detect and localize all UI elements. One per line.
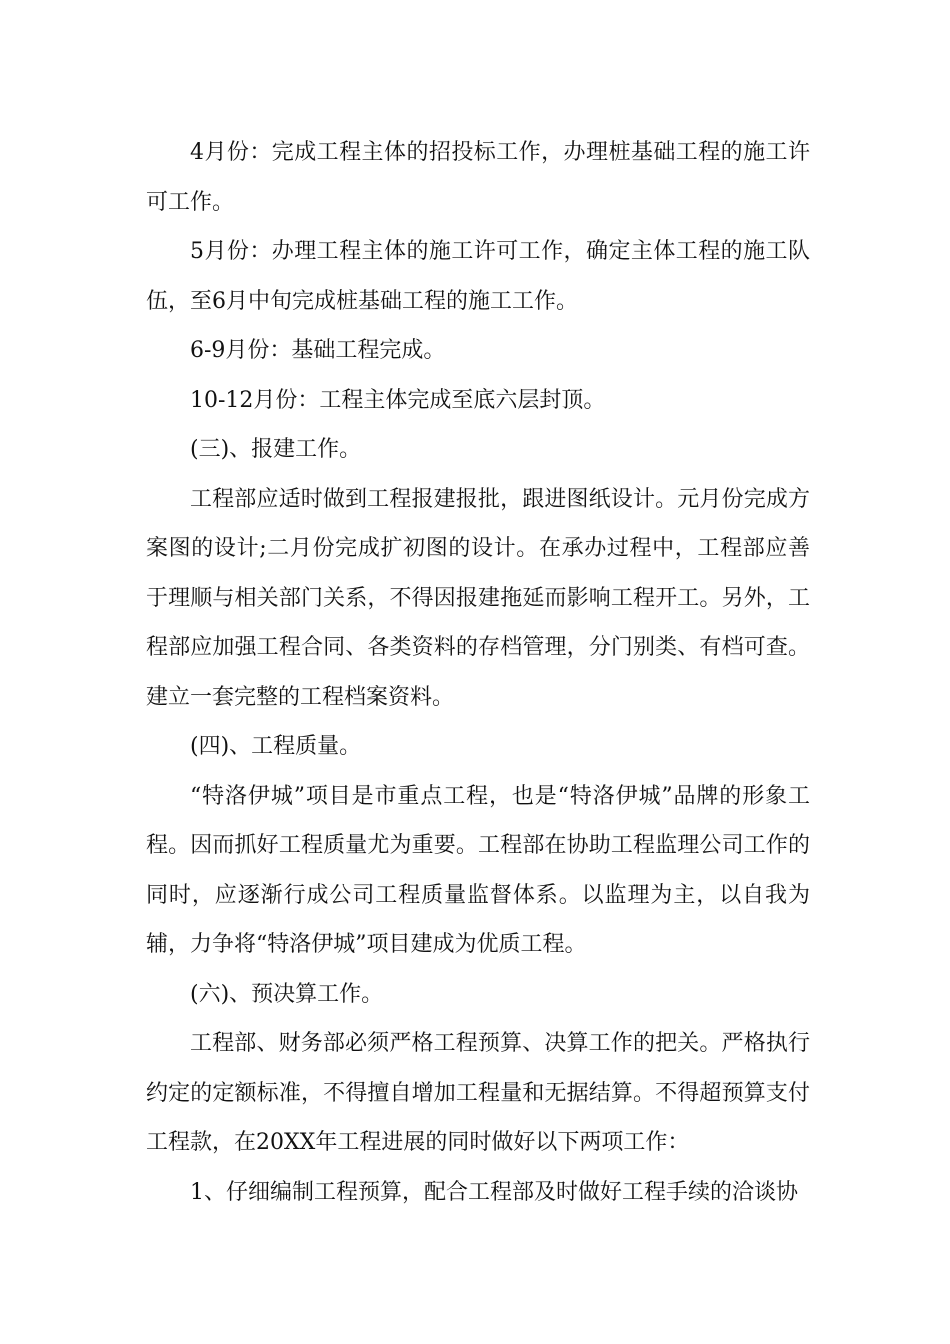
- paragraph-quality: “特洛伊城”项目是市重点工程，也是“特洛伊城”品牌的形象工程。因而抓好工程质量尤为重要。工程部在协助工程监理公司工作的同时，应逐渐行成公司工程质量监督体系。以监理为主，以自我为辅，力争将“特洛伊城”项目建成为优质工程。: [146, 783, 810, 957]
- paragraph-june-september: 6-9月份：基础工程完成。: [190, 338, 446, 363]
- paragraph-permits: 工程部应适时做到工程报建报批，跟进图纸设计。元月份完成方案图的设计;二月份完成扩初图的设计。在承办过程中，工程部应善于理顺与相关部门关系，不得因报建拖延而影响工程开工。另外，工程部应加强工程合同、各类资料的存档管理，分门别类、有档可查。建立一套完整的工程档案资料。: [146, 486, 810, 710]
- section-heading-quality: (四)、工程质量。: [190, 734, 362, 759]
- document-body: [146, 128, 810, 1217]
- paragraph-may: 5月份：办理工程主体的施工许可工作，确定主体工程的施工队伍，至6月中旬完成桩基础工程的施工工作。: [146, 239, 810, 314]
- section-heading-permits: (三)、报建工作。: [190, 437, 362, 462]
- list-item-1: 1、仔细编制工程预算，配合工程部及时做好工程手续的洽谈协: [190, 1179, 798, 1205]
- section-heading-budget: (六)、预决算工作。: [190, 981, 384, 1007]
- paragraph-april: 4月份：完成工程主体的招投标工作，办理桩基础工程的施工许可工作。: [146, 140, 810, 215]
- paragraph-budget: 工程部、财务部必须严格工程预算、决算工作的把关。严格执行约定的定额标准，不得擅自增加工程量和无据结算。不得超预算支付工程款，在20XX年工程进展的同时做好以下两项工作：: [146, 1031, 810, 1155]
- paragraph-october-december: 10-12月份：工程主体完成至底六层封顶。: [190, 387, 606, 413]
